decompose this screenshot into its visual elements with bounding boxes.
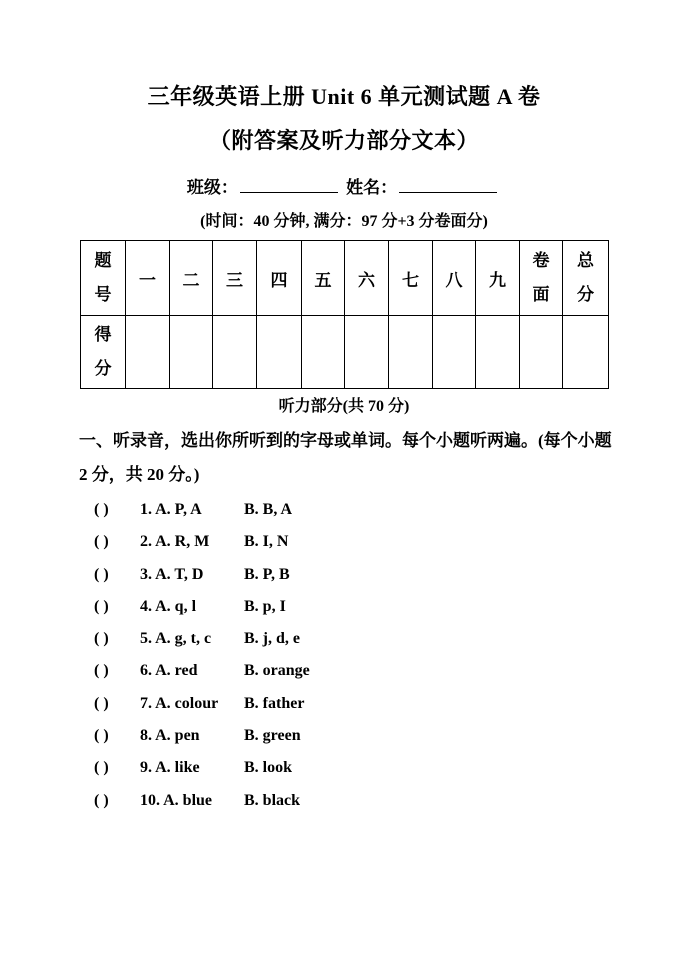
score-row (81, 316, 609, 389)
question-list (94, 498, 310, 821)
option-a: 2. A. R, M (140, 533, 210, 551)
number-cell: 九 (476, 241, 520, 316)
option-a: 8. A. pen (140, 727, 200, 745)
answer-blank[interactable]: ( ) (94, 727, 109, 745)
score-cell (433, 316, 476, 389)
answer-blank[interactable]: ( ) (94, 662, 109, 680)
option-b: B. father (244, 694, 305, 712)
row-header-cell (81, 241, 126, 316)
total-header-top: 总 (577, 251, 594, 270)
answer-blank[interactable]: ( ) (94, 597, 109, 615)
score-cell (302, 316, 345, 389)
number-cell: 八 (433, 241, 476, 316)
document-subtitle: （附答案及听力部分文本） (208, 128, 479, 153)
score-cell (563, 316, 609, 389)
option-b: B. orange (244, 662, 310, 680)
option-b: B. look (244, 759, 293, 777)
question-item (94, 563, 310, 595)
question-item (94, 627, 310, 659)
option-a: 6. A. red (140, 662, 198, 680)
listening-section-header: 听力部分(共 70 分) (278, 398, 410, 415)
option-a: 1. A. P, A (140, 501, 202, 518)
number-cell: 七 (389, 241, 433, 316)
score-table (80, 240, 609, 389)
option-b: B. B, A (244, 501, 293, 518)
score-cell (170, 316, 213, 389)
score-cell (257, 316, 302, 389)
option-b: B. j, d, e (244, 630, 300, 648)
section-1-instruction: 一、听录音，选出你所听到的字母或单词。每个小题听两遍。(每个小题 2 分，共 20 分。) (79, 431, 612, 484)
score-cell (520, 316, 563, 389)
question-item (94, 789, 310, 821)
score-cell (476, 316, 520, 389)
time-info: (时间：40 分钟, 满分：97 分+3 分卷面分) (200, 213, 488, 230)
number-cell: 四 (257, 241, 302, 316)
number-cell: 二 (170, 241, 213, 316)
score-cell (213, 316, 257, 389)
option-a: 7. A. colour (140, 694, 219, 712)
score-cell (345, 316, 389, 389)
row-header-bottom: 号 (94, 285, 112, 304)
option-a: 10. A. blue (140, 791, 213, 809)
option-b: B. I, N (244, 533, 289, 551)
class-label: 班级： (186, 178, 238, 197)
question-item (94, 498, 310, 530)
option-a: 3. A. T, D (140, 565, 204, 583)
name-blank (399, 174, 497, 193)
option-a: 5. A. g, t, c (140, 630, 212, 648)
option-b: B. black (244, 791, 301, 809)
score-cell (126, 316, 170, 389)
total-header-cell (563, 241, 609, 316)
student-info-line (0, 173, 688, 198)
number-cell: 六 (345, 241, 389, 316)
number-cell: 一 (126, 241, 170, 316)
total-header-bottom: 分 (577, 285, 594, 304)
answer-blank[interactable]: ( ) (94, 501, 109, 518)
question-item (94, 692, 310, 724)
row-header-cell (81, 316, 126, 389)
option-b: B. p, I (244, 597, 286, 615)
score-cell (389, 316, 433, 389)
question-item (94, 659, 310, 691)
question-item (94, 530, 310, 562)
neatness-header-cell (520, 241, 563, 316)
document-title: 三年级英语上册 Unit 6 单元测试题 A 卷 (147, 84, 541, 109)
answer-blank[interactable]: ( ) (94, 791, 109, 809)
score-header-bottom: 分 (94, 359, 112, 378)
option-a: 4. A. q, l (140, 597, 197, 615)
answer-blank[interactable]: ( ) (94, 759, 109, 777)
question-item (94, 595, 310, 627)
name-label: 姓名： (346, 178, 398, 197)
neatness-header-top: 卷 (532, 251, 550, 270)
neatness-header-bottom: 面 (532, 285, 550, 304)
number-cell: 五 (302, 241, 345, 316)
option-a: 9. A. like (140, 759, 200, 777)
question-item (94, 756, 310, 788)
question-number-row (81, 241, 609, 316)
option-b: B. P, B (244, 565, 290, 583)
answer-blank[interactable]: ( ) (94, 630, 109, 648)
score-header-top: 得 (94, 325, 112, 344)
row-header-top: 题 (94, 251, 112, 270)
class-blank (240, 174, 338, 193)
question-item (94, 724, 310, 756)
number-cell: 三 (213, 241, 257, 316)
option-b: B. green (244, 727, 301, 745)
answer-blank[interactable]: ( ) (94, 694, 109, 712)
answer-blank[interactable]: ( ) (94, 565, 109, 583)
answer-blank[interactable]: ( ) (94, 533, 109, 551)
